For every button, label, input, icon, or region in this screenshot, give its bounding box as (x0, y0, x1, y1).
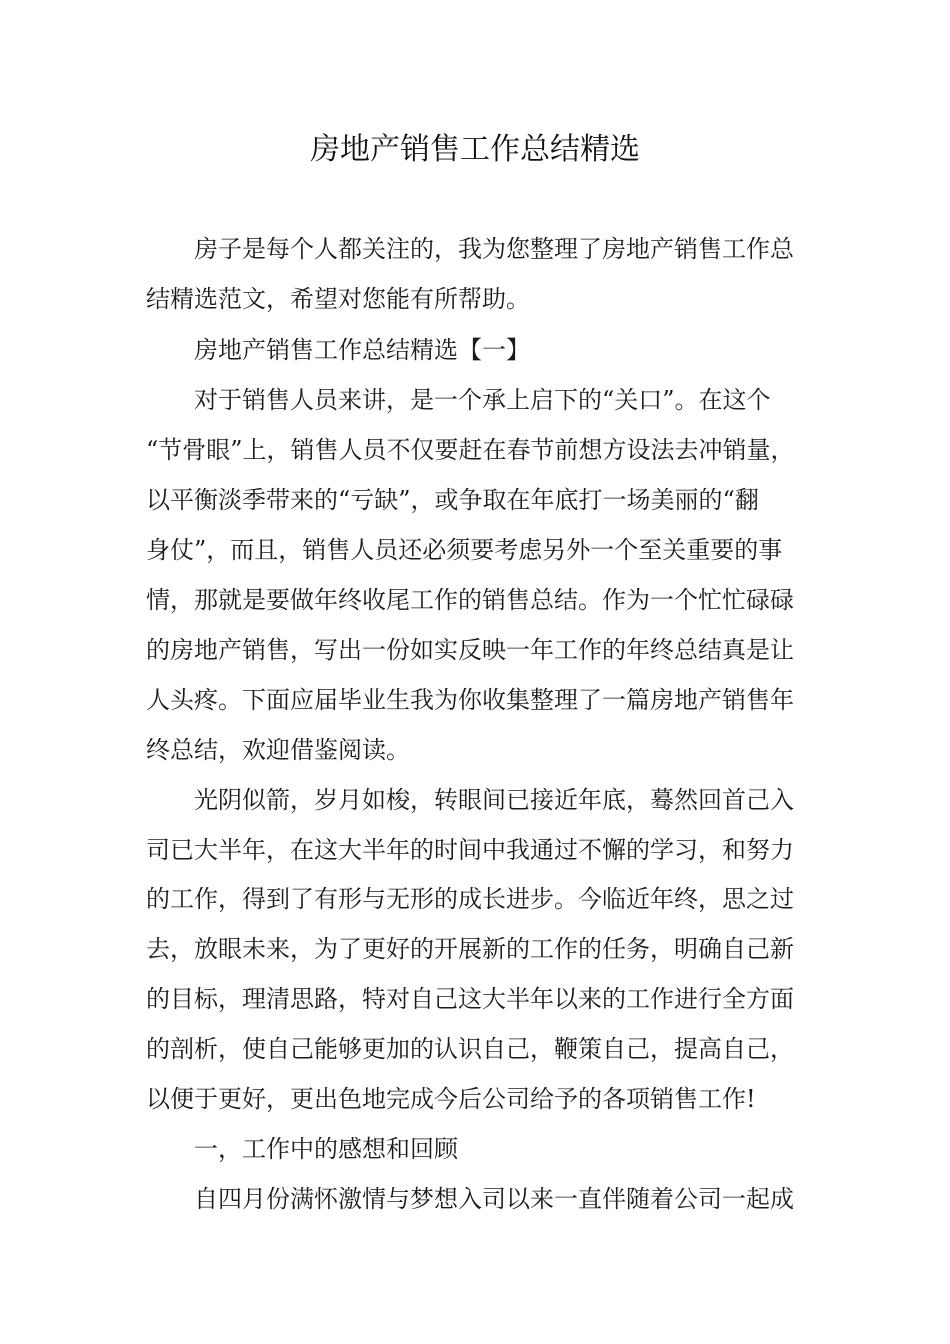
paragraph-1-line-2: “节骨眼”上，销售人员不仅要赶在春节前想方设法去冲销量， (146, 436, 795, 464)
document-title: 房地产销售工作总结精选 (310, 132, 640, 167)
paragraph-1-line-8: 终总结，欢迎借鉴阅读。 (146, 736, 410, 764)
paragraph-2-line-5: 的目标，理清思路，特对自己这大半年以来的工作进行全方面 (146, 985, 794, 1013)
paragraph-1-line-7: 人头疼。下面应届毕业生我为你收集整理了一篇房地产销售年 (146, 686, 794, 714)
paragraph-2-line-1: 光阴似箭，岁月如梭，转眼间已接近年底，蓦然回首己入 (194, 786, 794, 814)
paragraph-1-line-6: 的房地产销售，写出一份如实反映一年工作的年终总结真是让 (146, 636, 794, 664)
intro-line-1: 房子是每个人都关注的，我为您整理了房地产销售工作总 (194, 235, 794, 263)
paragraph-2-line-6: 的剖析，使自己能够更加的认识自己，鞭策自己，提高自己， (146, 1035, 794, 1063)
paragraph-1-line-5: 情，那就是要做年终收尾工作的销售总结。作为一个忙忙碌碌 (146, 586, 794, 614)
section-heading-1: 房地产销售工作总结精选【一】 (194, 336, 530, 364)
paragraph-2-line-2: 司已大半年，在这大半年的时间中我通过不懈的学习，和努力 (146, 836, 794, 864)
paragraph-1-line-3: 以平衡淡季带来的“亏缺”，或争取在年底打一场美丽的“翻 (146, 486, 759, 514)
paragraph-2-line-7: 以便于更好，更出色地完成今后公司给予的各项销售工作! (146, 1085, 756, 1113)
paragraph-2-line-4: 去，放眼未来，为了更好的开展新的工作的任务，明确自己新 (146, 935, 794, 963)
paragraph-1-line-4: 身仗”，而且，销售人员还必须要考虑另外一个至关重要的事 (146, 536, 783, 564)
paragraph-2-line-3: 的工作，得到了有形与无形的成长进步。今临近年终，思之过 (146, 885, 794, 913)
paragraph-1-line-1: 对于销售人员来讲，是一个承上启下的“关口”。在这个 (194, 386, 771, 414)
section-heading-2: 一，工作中的感想和回顾 (194, 1135, 458, 1163)
intro-line-2: 结精选范文，希望对您能有所帮助。 (146, 285, 530, 313)
paragraph-3-line-1: 自四月份满怀激情与梦想入司以来一直伴随着公司一起成 (194, 1185, 794, 1213)
